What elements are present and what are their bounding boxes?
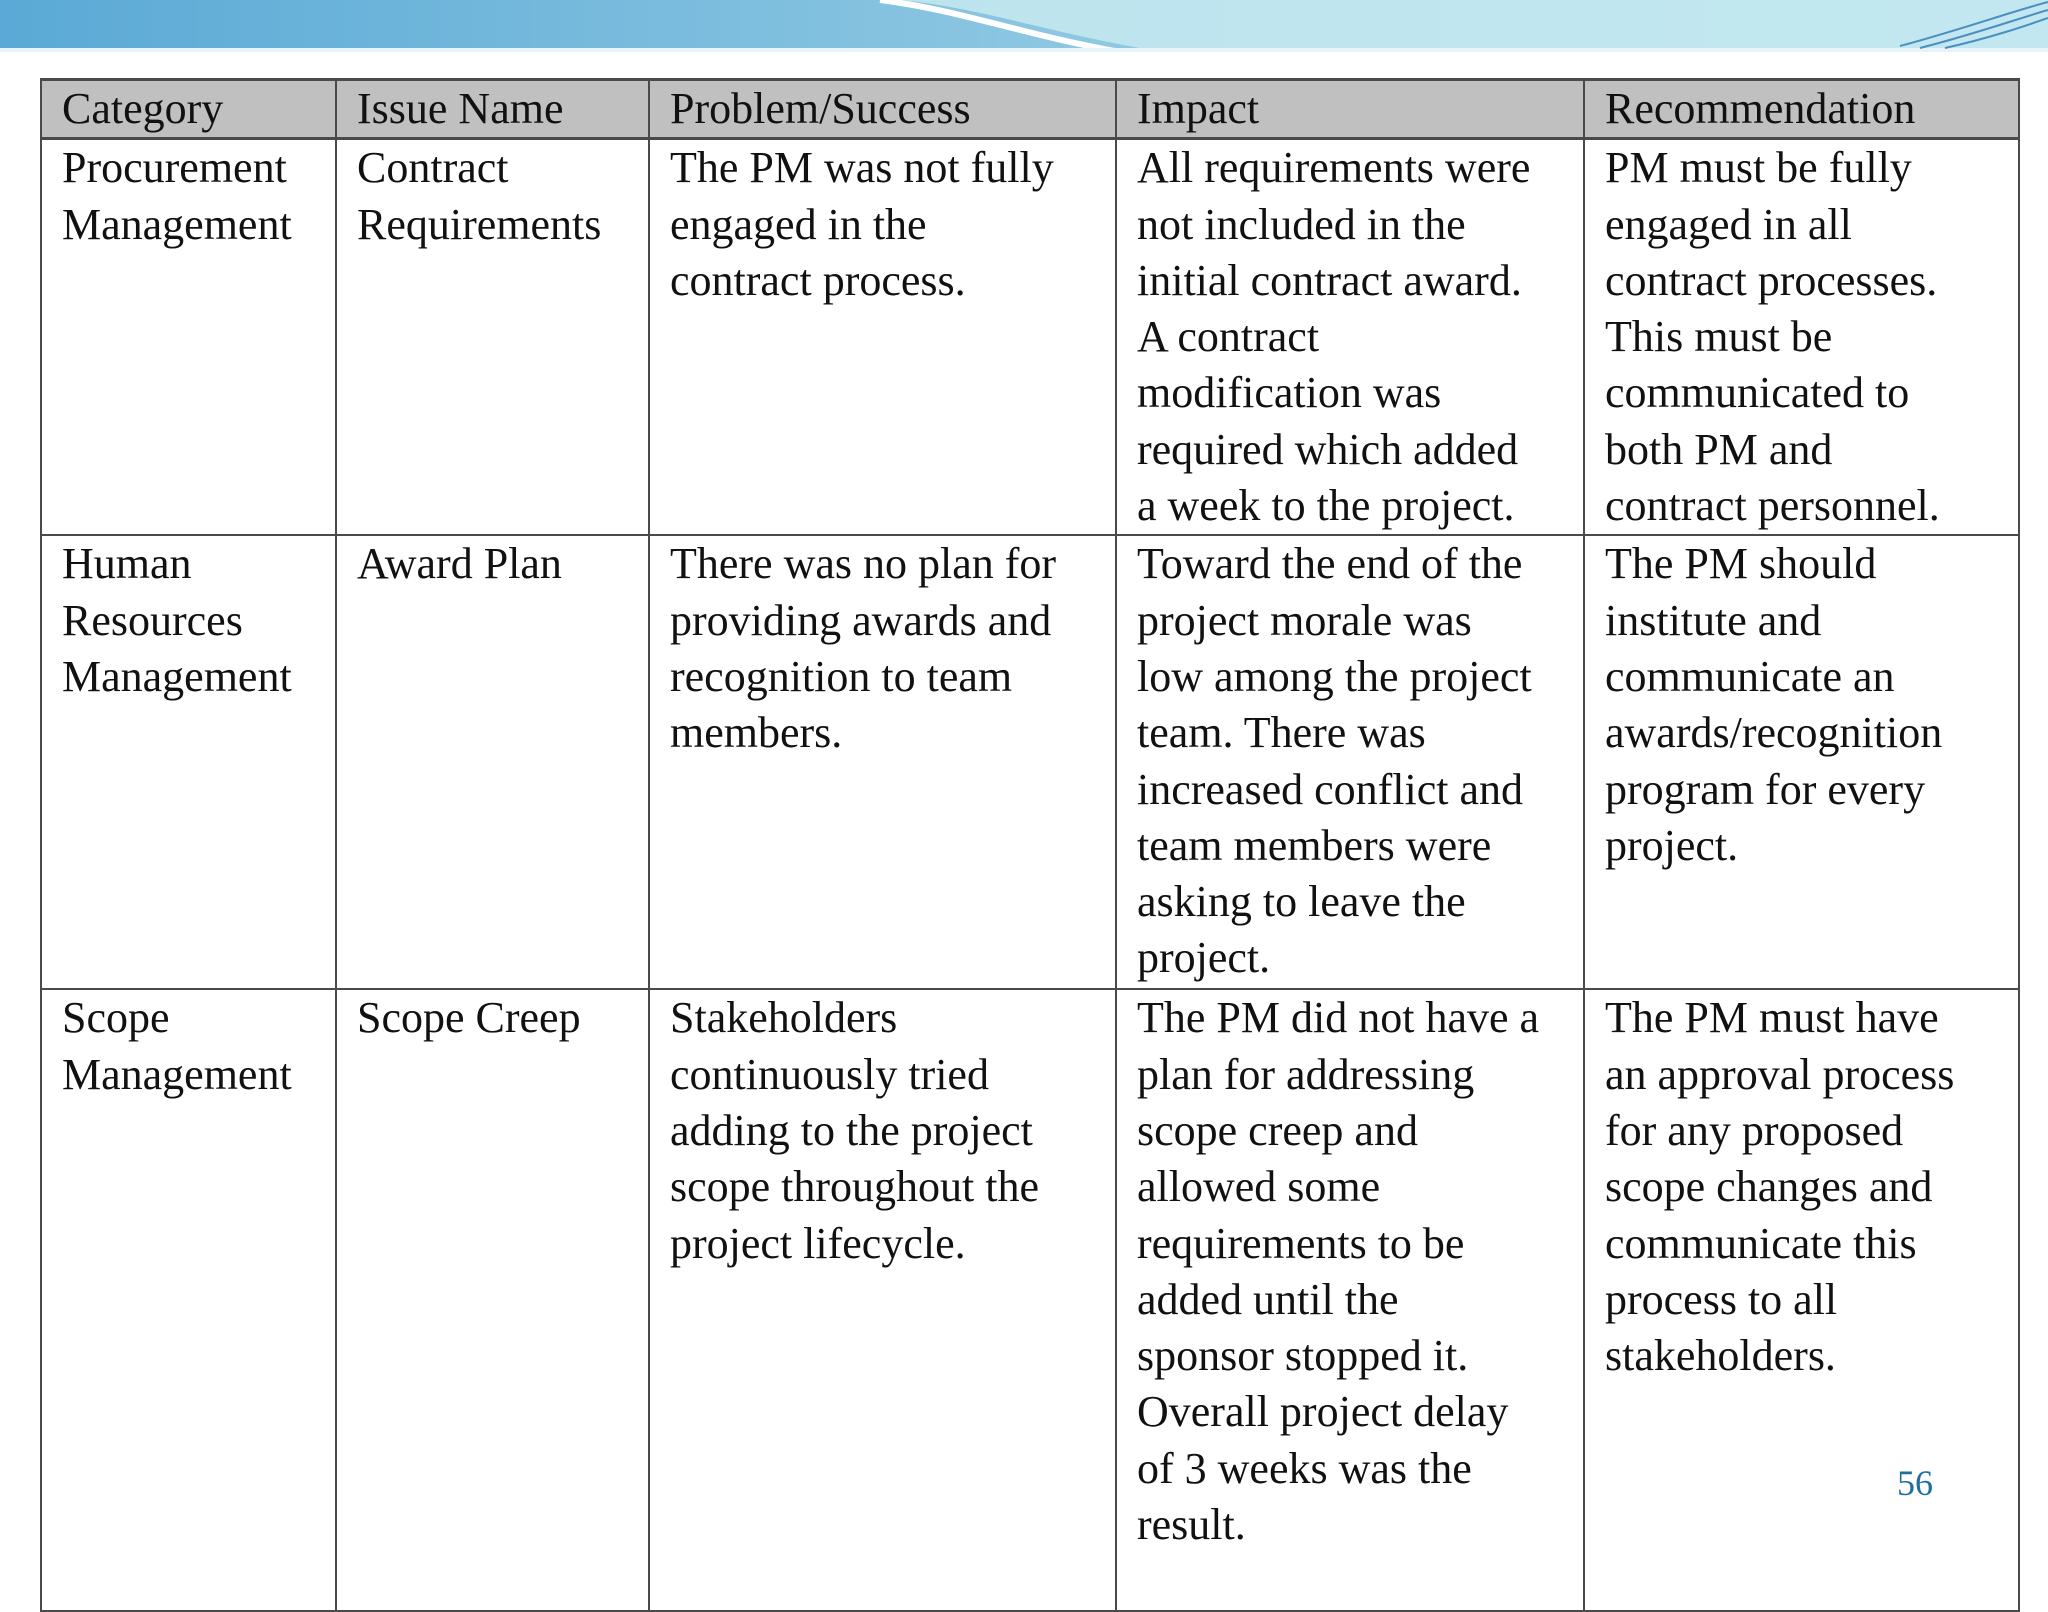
lessons-learned-table: [40, 78, 2020, 1612]
header-category: Category: [41, 80, 336, 139]
header-issue-name: Issue Name: [336, 80, 649, 139]
cell-problem-success: There was no plan for providing awards and recognition to team members.: [649, 535, 1116, 989]
cell-category: Procurement Management: [41, 139, 336, 536]
cell-recommendation: PM must be fully engaged in all contract processes. This must be communicated to both PM and contract personnel.: [1584, 139, 2019, 536]
table-header: [41, 80, 2019, 139]
cell-problem-success: The PM was not fully engaged in the contract process.: [649, 139, 1116, 536]
header-impact: Impact: [1116, 80, 1584, 139]
cell-category: Human Resources Management: [41, 535, 336, 989]
table-row: [41, 139, 2019, 536]
cell-impact: Toward the end of the project morale was low among the project team. There was increased conflict and team members were asking to leave the project.: [1116, 535, 1584, 989]
header-recommendation: Recommendation: [1584, 80, 2019, 139]
cell-category: Scope Management: [41, 989, 336, 1611]
cell-impact: All requirements were not included in the initial contract award. A contract modification was required which added a week to the project.: [1116, 139, 1584, 536]
table-row: [41, 989, 2019, 1611]
banner-graphic: [0, 0, 2048, 60]
cell-impact: The PM did not have a plan for addressing scope creep and allowed some requirements to be added until the sponsor stopped it. Overall project delay of 3 weeks was the result.: [1116, 989, 1584, 1611]
header-problem-success: Problem/Success: [649, 80, 1116, 139]
header-row: [41, 80, 2019, 139]
cell-problem-success: Stakeholders continuously tried adding to the project scope throughout the project lifecycle.: [649, 989, 1116, 1611]
table-body: [41, 139, 2019, 1612]
cell-recommendation: The PM should institute and communicate an awards/recognition program for every project.: [1584, 535, 2019, 989]
cell-issue-name: Contract Requirements: [336, 139, 649, 536]
top-decorative-banner: [0, 0, 2048, 60]
cell-issue-name: Award Plan: [336, 535, 649, 989]
page-number: 56: [1897, 1463, 1933, 1503]
table-row: [41, 535, 2019, 989]
cell-recommendation: The PM must have an approval process for any proposed scope changes and communicate this process to all stakeholders.: [1584, 989, 2019, 1611]
cell-issue-name: Scope Creep: [336, 989, 649, 1611]
